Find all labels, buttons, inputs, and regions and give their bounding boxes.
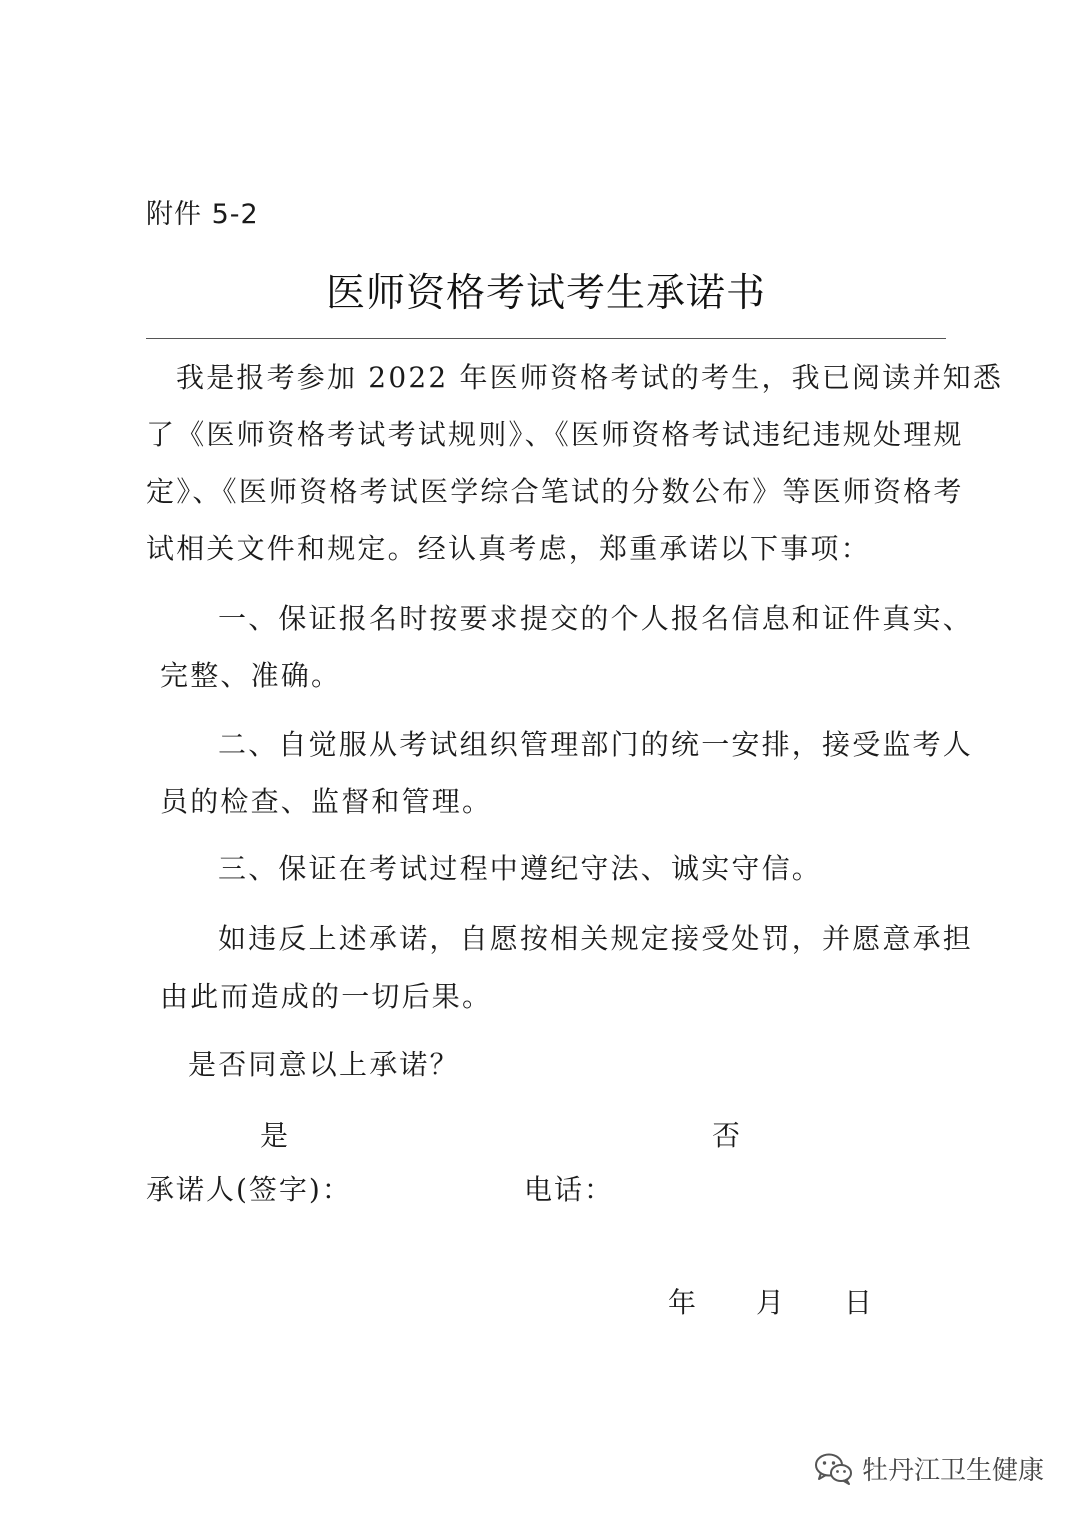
attachment-label: 附件 5-2 xyxy=(146,199,259,230)
intro-line-2: 了《医师资格考试考试规则》、《医师资格考试违纪违规处理规 xyxy=(146,418,964,451)
item-3-line-1: 三、保证在考试过程中遵纪守法、诚实守信。 xyxy=(218,852,823,885)
date-year-label: 年 xyxy=(668,1286,699,1319)
title-divider xyxy=(146,338,946,339)
item-2-line-2: 员的检查、监督和管理。 xyxy=(160,785,493,818)
consent-no-option[interactable]: 否 xyxy=(712,1119,743,1152)
item-1-line-1: 一、保证报名时按要求提交的个人报名信息和证件真实、 xyxy=(218,602,974,635)
intro-line-3: 定》、《医师资格考试医学综合笔试的分数公布》等医师资格考 xyxy=(146,475,964,508)
item-2-line-1: 二、自觉服从考试组织管理部门的统一安排，接受监考人 xyxy=(218,728,974,761)
watermark xyxy=(814,1450,1044,1487)
document-title: 医师资格考试考生承诺书 xyxy=(325,271,766,316)
intro-line-4: 试相关文件和规定。经认真考虑，郑重承诺以下事项： xyxy=(146,532,871,565)
phone-label: 电话： xyxy=(524,1173,615,1206)
item-1-line-2: 完整、准确。 xyxy=(160,659,342,692)
consent-question: 是否同意以上承诺？ xyxy=(188,1048,460,1081)
intro-line-1: 我是报考参加 2022 年医师资格考试的考生，我已阅读并知悉 xyxy=(176,361,1004,394)
consent-yes-option[interactable]: 是 xyxy=(260,1119,291,1152)
signer-label: 承诺人(签字)： xyxy=(146,1173,352,1206)
watermark-text: 牡丹江卫生健康 xyxy=(861,1456,1044,1486)
consequence-line-2: 由此而造成的一切后果。 xyxy=(160,980,493,1013)
date-day-label: 日 xyxy=(844,1286,875,1319)
consequence-line-1: 如违反上述承诺，自愿按相关规定接受处罚，并愿意承担 xyxy=(218,922,974,955)
wechat-icon xyxy=(814,1452,854,1486)
date-month-label: 月 xyxy=(756,1286,787,1319)
